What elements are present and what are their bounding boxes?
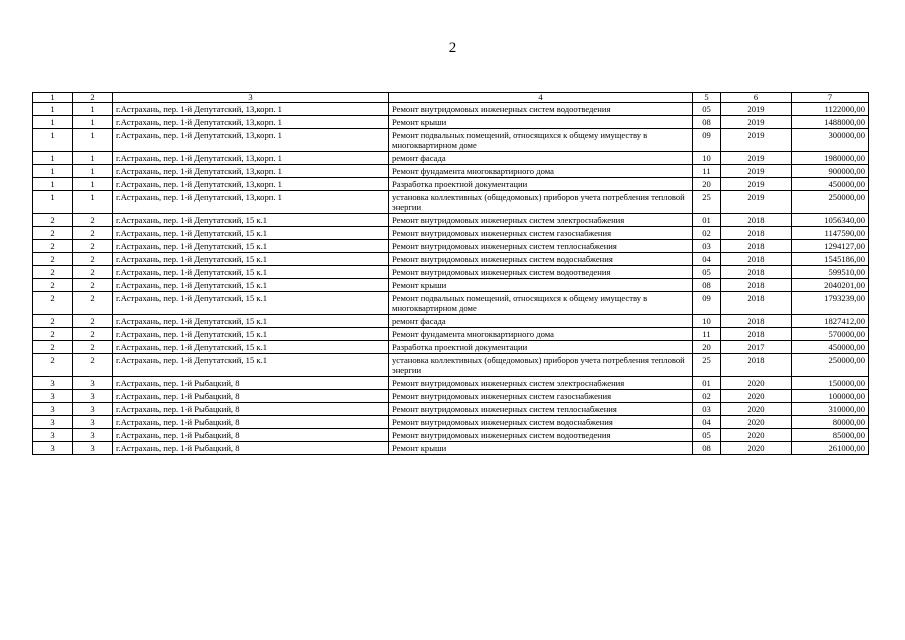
work-type-cell: установка коллективных (общедомовых) приборов учета потребления тепловой энергии <box>389 354 693 377</box>
year-cell: 2019 <box>721 116 792 129</box>
group-number-cell: 3 <box>73 377 113 390</box>
address-cell: г.Астрахань, пер. 1-й Депутатский, 15 к.1 <box>113 292 389 315</box>
year-cell: 2018 <box>721 354 792 377</box>
group-number-cell: 2 <box>73 279 113 292</box>
work-code-cell: 02 <box>693 390 721 403</box>
cost-cell: 1056340,00 <box>792 214 869 227</box>
row-number-cell: 1 <box>33 129 73 152</box>
group-number-cell: 2 <box>73 315 113 328</box>
group-number-cell: 2 <box>73 354 113 377</box>
row-number-cell: 3 <box>33 429 73 442</box>
table-row <box>33 227 869 240</box>
table-row <box>33 129 869 152</box>
row-number-cell: 2 <box>33 292 73 315</box>
column-header: 6 <box>721 93 792 103</box>
cost-cell: 250000,00 <box>792 191 869 214</box>
cost-cell: 100000,00 <box>792 390 869 403</box>
work-type-cell: Ремонт внутридомовых инженерных систем водоснабжения <box>389 253 693 266</box>
address-cell: г.Астрахань, пер. 1-й Депутатский, 13,корп. 1 <box>113 103 389 116</box>
year-cell: 2018 <box>721 292 792 315</box>
work-type-cell: Ремонт фундамента многоквартирного дома <box>389 165 693 178</box>
group-number-cell: 2 <box>73 227 113 240</box>
row-number-cell: 1 <box>33 178 73 191</box>
year-cell: 2017 <box>721 341 792 354</box>
work-code-cell: 09 <box>693 129 721 152</box>
work-code-cell: 01 <box>693 214 721 227</box>
year-cell: 2020 <box>721 377 792 390</box>
cost-cell: 1827412,00 <box>792 315 869 328</box>
work-type-cell: Ремонт фундамента многоквартирного дома <box>389 328 693 341</box>
cost-cell: 85000,00 <box>792 429 869 442</box>
group-number-cell: 1 <box>73 129 113 152</box>
work-code-cell: 25 <box>693 191 721 214</box>
row-number-cell: 2 <box>33 354 73 377</box>
address-cell: г.Астрахань, пер. 1-й Рыбацкий, 8 <box>113 390 389 403</box>
work-code-cell: 20 <box>693 341 721 354</box>
table-row <box>33 279 869 292</box>
cost-cell: 450000,00 <box>792 341 869 354</box>
work-code-cell: 10 <box>693 152 721 165</box>
row-number-cell: 1 <box>33 191 73 214</box>
column-header: 2 <box>73 93 113 103</box>
row-number-cell: 3 <box>33 390 73 403</box>
address-cell: г.Астрахань, пер. 1-й Депутатский, 15 к.1 <box>113 341 389 354</box>
table-row <box>33 354 869 377</box>
address-cell: г.Астрахань, пер. 1-й Депутатский, 13,корп. 1 <box>113 116 389 129</box>
table-row <box>33 377 869 390</box>
work-code-cell: 08 <box>693 116 721 129</box>
address-cell: г.Астрахань, пер. 1-й Депутатский, 15 к.1 <box>113 266 389 279</box>
address-cell: г.Астрахань, пер. 1-й Депутатский, 13,корп. 1 <box>113 191 389 214</box>
work-code-cell: 03 <box>693 403 721 416</box>
work-type-cell: Ремонт внутридомовых инженерных систем газоснабжения <box>389 227 693 240</box>
work-type-cell: ремонт фасада <box>389 315 693 328</box>
group-number-cell: 1 <box>73 165 113 178</box>
table-row <box>33 315 869 328</box>
group-number-cell: 1 <box>73 191 113 214</box>
year-cell: 2020 <box>721 416 792 429</box>
table-row <box>33 403 869 416</box>
row-number-cell: 3 <box>33 416 73 429</box>
repair-schedule-table <box>32 92 869 455</box>
work-code-cell: 08 <box>693 279 721 292</box>
table-row <box>33 390 869 403</box>
group-number-cell: 3 <box>73 403 113 416</box>
cost-cell: 1545186,00 <box>792 253 869 266</box>
address-cell: г.Астрахань, пер. 1-й Депутатский, 15 к.1 <box>113 354 389 377</box>
header-row <box>33 93 869 103</box>
year-cell: 2020 <box>721 429 792 442</box>
table-row <box>33 116 869 129</box>
address-cell: г.Астрахань, пер. 1-й Рыбацкий, 8 <box>113 429 389 442</box>
row-number-cell: 2 <box>33 253 73 266</box>
year-cell: 2018 <box>721 214 792 227</box>
work-type-cell: Ремонт внутридомовых инженерных систем электроснабжения <box>389 214 693 227</box>
address-cell: г.Астрахань, пер. 1-й Депутатский, 15 к.1 <box>113 240 389 253</box>
table-row <box>33 165 869 178</box>
cost-cell: 1488000,00 <box>792 116 869 129</box>
work-type-cell: установка коллективных (общедомовых) приборов учета потребления тепловой энергии <box>389 191 693 214</box>
address-cell: г.Астрахань, пер. 1-й Депутатский, 13,корп. 1 <box>113 129 389 152</box>
work-code-cell: 08 <box>693 442 721 455</box>
work-type-cell: ремонт фасада <box>389 152 693 165</box>
work-type-cell: Разработка проектной документации <box>389 341 693 354</box>
address-cell: г.Астрахань, пер. 1-й Депутатский, 13,корп. 1 <box>113 178 389 191</box>
work-code-cell: 05 <box>693 103 721 116</box>
table-row <box>33 103 869 116</box>
group-number-cell: 1 <box>73 103 113 116</box>
address-cell: г.Астрахань, пер. 1-й Депутатский, 15 к.1 <box>113 315 389 328</box>
row-number-cell: 2 <box>33 227 73 240</box>
work-code-cell: 09 <box>693 292 721 315</box>
work-code-cell: 11 <box>693 165 721 178</box>
row-number-cell: 1 <box>33 165 73 178</box>
year-cell: 2019 <box>721 191 792 214</box>
group-number-cell: 2 <box>73 266 113 279</box>
row-number-cell: 2 <box>33 315 73 328</box>
year-cell: 2018 <box>721 328 792 341</box>
column-header: 4 <box>389 93 693 103</box>
group-number-cell: 2 <box>73 240 113 253</box>
cost-cell: 599510,00 <box>792 266 869 279</box>
row-number-cell: 2 <box>33 341 73 354</box>
year-cell: 2020 <box>721 442 792 455</box>
cost-cell: 300000,00 <box>792 129 869 152</box>
work-type-cell: Ремонт внутридомовых инженерных систем газоснабжения <box>389 390 693 403</box>
work-type-cell: Ремонт крыши <box>389 442 693 455</box>
table-row <box>33 442 869 455</box>
group-number-cell: 2 <box>73 292 113 315</box>
work-code-cell: 04 <box>693 253 721 266</box>
group-number-cell: 2 <box>73 341 113 354</box>
address-cell: г.Астрахань, пер. 1-й Рыбацкий, 8 <box>113 377 389 390</box>
work-code-cell: 05 <box>693 429 721 442</box>
group-number-cell: 3 <box>73 442 113 455</box>
cost-cell: 1122000,00 <box>792 103 869 116</box>
group-number-cell: 1 <box>73 152 113 165</box>
row-number-cell: 2 <box>33 240 73 253</box>
year-cell: 2019 <box>721 165 792 178</box>
row-number-cell: 2 <box>33 214 73 227</box>
group-number-cell: 1 <box>73 116 113 129</box>
column-header: 5 <box>693 93 721 103</box>
year-cell: 2018 <box>721 253 792 266</box>
work-code-cell: 10 <box>693 315 721 328</box>
row-number-cell: 3 <box>33 403 73 416</box>
work-type-cell: Ремонт внутридомовых инженерных систем водоснабжения <box>389 416 693 429</box>
address-cell: г.Астрахань, пер. 1-й Депутатский, 15 к.1 <box>113 214 389 227</box>
group-number-cell: 2 <box>73 253 113 266</box>
column-header: 3 <box>113 93 389 103</box>
row-number-cell: 2 <box>33 279 73 292</box>
work-code-cell: 02 <box>693 227 721 240</box>
group-number-cell: 2 <box>73 214 113 227</box>
address-cell: г.Астрахань, пер. 1-й Депутатский, 13,корп. 1 <box>113 152 389 165</box>
year-cell: 2018 <box>721 240 792 253</box>
table-row <box>33 416 869 429</box>
group-number-cell: 3 <box>73 429 113 442</box>
table-row <box>33 214 869 227</box>
work-code-cell: 25 <box>693 354 721 377</box>
cost-cell: 570000,00 <box>792 328 869 341</box>
work-type-cell: Ремонт внутридомовых инженерных систем водоотведения <box>389 266 693 279</box>
work-code-cell: 05 <box>693 266 721 279</box>
cost-cell: 310000,00 <box>792 403 869 416</box>
table-row <box>33 292 869 315</box>
work-code-cell: 20 <box>693 178 721 191</box>
column-header: 7 <box>792 93 869 103</box>
work-type-cell: Ремонт внутридомовых инженерных систем водоотведения <box>389 429 693 442</box>
table-row <box>33 253 869 266</box>
cost-cell: 150000,00 <box>792 377 869 390</box>
table-row <box>33 328 869 341</box>
table-body <box>33 103 869 455</box>
cost-cell: 1793239,00 <box>792 292 869 315</box>
address-cell: г.Астрахань, пер. 1-й Депутатский, 15 к.1 <box>113 279 389 292</box>
address-cell: г.Астрахань, пер. 1-й Рыбацкий, 8 <box>113 403 389 416</box>
table-row <box>33 341 869 354</box>
cost-cell: 1980000,00 <box>792 152 869 165</box>
row-number-cell: 2 <box>33 328 73 341</box>
year-cell: 2018 <box>721 266 792 279</box>
row-number-cell: 1 <box>33 116 73 129</box>
work-type-cell: Ремонт крыши <box>389 116 693 129</box>
year-cell: 2019 <box>721 129 792 152</box>
row-number-cell: 2 <box>33 266 73 279</box>
year-cell: 2019 <box>721 178 792 191</box>
row-number-cell: 1 <box>33 152 73 165</box>
work-type-cell: Ремонт крыши <box>389 279 693 292</box>
work-type-cell: Разработка проектной документации <box>389 178 693 191</box>
work-type-cell: Ремонт внутридомовых инженерных систем водоотведения <box>389 103 693 116</box>
cost-cell: 250000,00 <box>792 354 869 377</box>
year-cell: 2018 <box>721 315 792 328</box>
address-cell: г.Астрахань, пер. 1-й Депутатский, 13,корп. 1 <box>113 165 389 178</box>
table-row <box>33 240 869 253</box>
address-cell: г.Астрахань, пер. 1-й Депутатский, 15 к.1 <box>113 328 389 341</box>
year-cell: 2020 <box>721 403 792 416</box>
column-header: 1 <box>33 93 73 103</box>
cost-cell: 450000,00 <box>792 178 869 191</box>
address-cell: г.Астрахань, пер. 1-й Депутатский, 15 к.1 <box>113 253 389 266</box>
group-number-cell: 3 <box>73 416 113 429</box>
year-cell: 2020 <box>721 390 792 403</box>
row-number-cell: 3 <box>33 442 73 455</box>
table-row <box>33 152 869 165</box>
year-cell: 2019 <box>721 103 792 116</box>
work-type-cell: Ремонт внутридомовых инженерных систем теплоснабжения <box>389 240 693 253</box>
row-number-cell: 1 <box>33 103 73 116</box>
address-cell: г.Астрахань, пер. 1-й Депутатский, 15 к.1 <box>113 227 389 240</box>
cost-cell: 1294127,00 <box>792 240 869 253</box>
work-code-cell: 03 <box>693 240 721 253</box>
year-cell: 2019 <box>721 152 792 165</box>
group-number-cell: 2 <box>73 328 113 341</box>
work-code-cell: 04 <box>693 416 721 429</box>
address-cell: г.Астрахань, пер. 1-й Рыбацкий, 8 <box>113 442 389 455</box>
cost-cell: 261000,00 <box>792 442 869 455</box>
cost-cell: 80000,00 <box>792 416 869 429</box>
cost-cell: 1147590,00 <box>792 227 869 240</box>
group-number-cell: 1 <box>73 178 113 191</box>
work-type-cell: Ремонт подвальных помещений, относящихся к общему имуществу в многоквартирном доме <box>389 292 693 315</box>
year-cell: 2018 <box>721 279 792 292</box>
table-row <box>33 266 869 279</box>
work-type-cell: Ремонт подвальных помещений, относящихся к общему имуществу в многоквартирном доме <box>389 129 693 152</box>
page-number: 2 <box>448 40 457 56</box>
table-row <box>33 429 869 442</box>
row-number-cell: 3 <box>33 377 73 390</box>
year-cell: 2018 <box>721 227 792 240</box>
work-code-cell: 11 <box>693 328 721 341</box>
cost-cell: 900000,00 <box>792 165 869 178</box>
cost-cell: 2040201,00 <box>792 279 869 292</box>
table-row <box>33 178 869 191</box>
group-number-cell: 3 <box>73 390 113 403</box>
address-cell: г.Астрахань, пер. 1-й Рыбацкий, 8 <box>113 416 389 429</box>
work-type-cell: Ремонт внутридомовых инженерных систем электроснабжения <box>389 377 693 390</box>
table-row <box>33 191 869 214</box>
work-type-cell: Ремонт внутридомовых инженерных систем теплоснабжения <box>389 403 693 416</box>
work-code-cell: 01 <box>693 377 721 390</box>
